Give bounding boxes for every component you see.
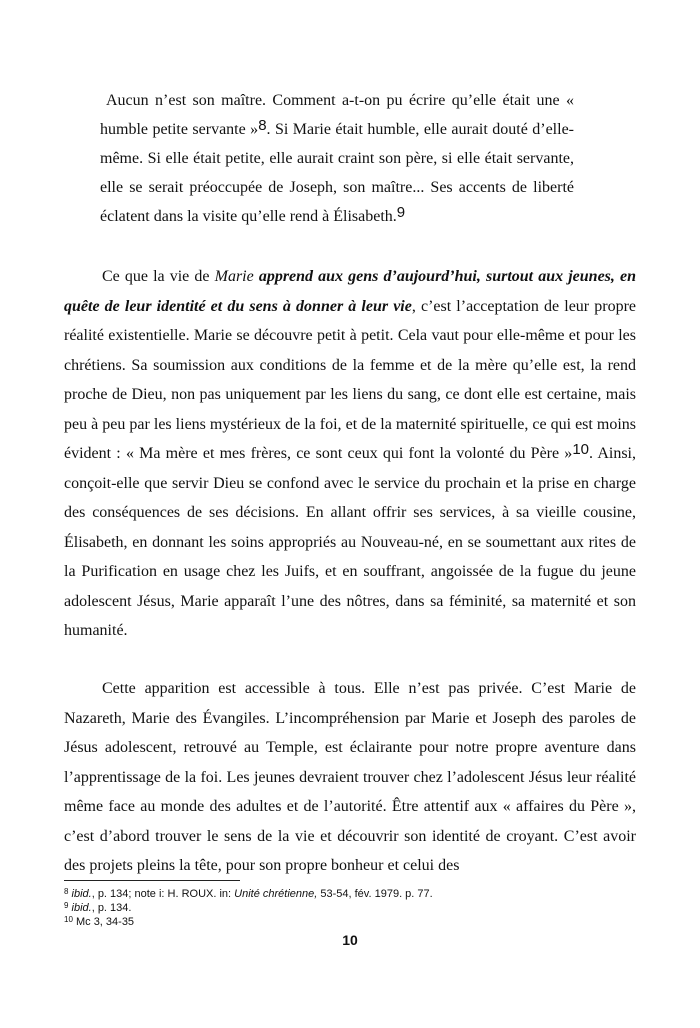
paragraph-marie-lesson: [64, 262, 636, 646]
paragraph-apparition: [64, 674, 636, 881]
page-number: 10: [342, 932, 358, 948]
footnote-text: 53-54, fév. 1979. p. 77.: [317, 888, 433, 900]
paragraph-text: [64, 262, 636, 646]
footnote-number: 10: [64, 915, 73, 924]
footnote-10: [64, 915, 644, 929]
p2-italic-marie: Marie: [214, 268, 254, 285]
quote-text-2: . Si Marie était humble, elle aurait douté d’elle-même. Si elle était petite, elle aurait craint son père, si elle était servante, elle se serait préoccupée de Joseph, son maître... Ses accents de liberté éclatent dans la visite qu’elle rend à Élisabeth.: [100, 121, 575, 225]
footnote-separator: [64, 880, 240, 881]
p2-text-2: . Ainsi, conçoit-elle que servir Dieu se confond avec le service du prochain et la prise en charge des conséquences de ses décisions. En allant offrir ses services, à sa vieille cousine, Élisabeth, en donnant les soins appropriés au Nouveau-né, en se soumettant aux rites de la Purification en usage chez les Juifs, et en souffrant, angoissée de la fugue du jeune adolescent Jésus, Marie apparaît l’une des nôtres, dans sa féminité, sa maternité et son humanité.: [64, 445, 636, 639]
quotation-block: [100, 86, 574, 231]
paragraph-text: Cette apparition est accessible à tous. Elle n’est pas privée. C’est Marie de Nazareth, Marie des Évangiles. L’incompréhension par Marie et Joseph des paroles de Jésus adolescent, retrouvé au Temple, est éclairante pour notre propre aventure dans l’apprentissage de la foi. Les jeunes devraient trouver chez l’adolescent Jésus leur réalité même face au monde des adultes et de l’autorité. Être attentif aux « affaires du Père », c’est d’abord trouver le sens de la vie et découvrir son identité de croyant. C’est avoir des projets pleins la tête, pour son propre bonheur et celui des: [64, 680, 636, 874]
footnote-ref-10[interactable]: 10: [572, 441, 589, 458]
footnote-text: Mc 3, 34-35: [75, 916, 135, 928]
footnote-ref-8[interactable]: 8: [258, 117, 267, 134]
footnote-text: , p. 134.: [91, 902, 132, 914]
p2-emphasis: apprend aux gens d’aujourd’hui, surtout aux jeunes, en quête de leur identité et du sens à donner à leur vie: [64, 268, 636, 315]
footnote-number: 8: [64, 887, 69, 896]
footnote-number: 9: [64, 901, 69, 910]
footnote-9: [64, 901, 644, 915]
p2-lead: Ce que la vie de: [102, 268, 215, 285]
footnote-ibid: ibid.: [71, 888, 92, 900]
quote-text-1: Aucun n’est son maître. Comment a-t-on pu écrire qu’elle était une « humble petite servante »: [100, 92, 574, 138]
footnote-ref-9[interactable]: 9: [396, 204, 406, 221]
footnote-8: [64, 887, 644, 901]
p2-text-1: , c’est l’acceptation de leur propre réalité existentielle. Marie se découvre petit à petit. Cela vaut pour elle-même et pour les chrétiens. Sa soumission aux conditions de la femme et de la mère qu’elle est, la rend proche de Dieu, non pas uniquement par les liens du sang, ce dont elle est certaine, mais peu à peu par les liens mystérieux de la foi, et de la maternité spirituelle, ce qui est moins évident : « Ma mère et mes frères, ce sont ceux qui font la volonté du Père »: [64, 297, 637, 462]
footnote-text: , p. 134; note i: H. ROUX. in:: [91, 888, 235, 900]
footnote-ibid: ibid.: [71, 902, 92, 914]
footnotes: [64, 887, 644, 929]
footnote-title: Unité chrétienne,: [234, 888, 318, 900]
quotation-paragraph: [100, 86, 574, 231]
